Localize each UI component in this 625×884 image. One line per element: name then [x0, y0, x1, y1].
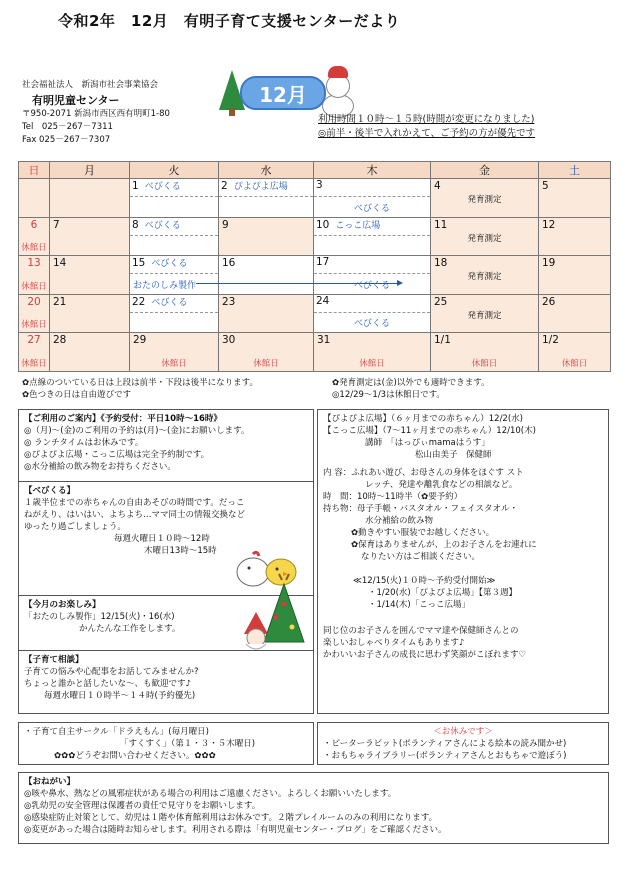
- note-4: ◎12/29～1/3は休館日です。: [332, 390, 445, 400]
- time-line: 時 間：10時～11時半（✿要予約）: [323, 492, 463, 502]
- consult-section: [18, 650, 314, 714]
- request-title: 【おねがい】: [24, 777, 76, 787]
- guide-line: ◎水分補給の飲み物をお持ちください。: [24, 462, 176, 472]
- hours-line-1: 利用時間１０時～１５時(時間が変更になりました): [318, 114, 535, 125]
- day-cell: [431, 333, 539, 372]
- day-cell: [219, 256, 314, 295]
- content-line: レッチ、発達や離乳食などの相談など。: [365, 480, 518, 490]
- rest-line: ・おもちゃライブラリー(ボランティアさんとおもちゃで遊ぼう): [323, 751, 567, 761]
- day-cell: [314, 256, 431, 295]
- circle-line: ・子育て自主サークル「ドラえもん」(毎月曜日): [24, 727, 209, 737]
- consult-line: ちょっと誰かと話したいな～、も歓迎です♪: [24, 679, 191, 689]
- day-cell: [130, 179, 219, 218]
- message-line: 楽しいおしゃべりタイムもあります♪: [323, 638, 465, 648]
- day-cell: [539, 333, 611, 372]
- day-cell: [539, 256, 611, 295]
- header-wed: 水: [219, 162, 314, 179]
- day-cell: [19, 256, 50, 295]
- day-number: 6: [30, 218, 38, 231]
- day-number: 16: [222, 257, 236, 269]
- note-3: ✿発育測定は(金)以外でも適時できます。: [332, 378, 490, 388]
- day-cell: [219, 333, 314, 372]
- day-number: 1: [132, 180, 139, 192]
- day-cell: [19, 333, 50, 372]
- day-cell: [50, 333, 130, 372]
- day-number: 2: [221, 180, 228, 192]
- next-date-line: ・1/20(水)「ぴよぴよ広場」【第３週】: [368, 588, 517, 598]
- org-name: 有明児童センター: [32, 94, 120, 107]
- day-number: 21: [53, 295, 67, 308]
- header-tue: 火: [130, 162, 219, 179]
- header-thu: 木: [314, 162, 431, 179]
- day-cell: [219, 217, 314, 256]
- consult-line: 毎週水曜日１０時半～１４時(予約優先): [44, 691, 196, 701]
- closed-label: 休館日: [561, 358, 588, 369]
- day-number: 9: [222, 218, 229, 231]
- bebikuru-line: １歳半位までの赤ちゃんの自由あそびの時間です。だっこ: [24, 498, 245, 508]
- consult-line: 子育ての悩みや心配事をお話してみませんか?: [24, 667, 199, 677]
- next-date-line: ・1/14(木)「こっこ広場」: [368, 600, 471, 610]
- rest-line: ・ピーターラビット(ボランティアさんによる絵本の読み聞かせ): [323, 739, 567, 749]
- bring-line: 水分補給の飲み物: [365, 516, 434, 526]
- day-cell: [431, 294, 539, 333]
- request-line: ◎感染症防止対策として、幼児は１階や体育館利用はお休みです。２階プレイルームのみの利用になります。: [24, 813, 438, 823]
- org-fax: Fax 025－267－7307: [22, 135, 111, 145]
- bebikuru-line: ねがえり、はいはい、よちよち…ママ同士の情報交換など: [24, 510, 246, 520]
- day-cell: [539, 294, 611, 333]
- day-cell: [314, 294, 431, 333]
- closed-label: 休館日: [161, 358, 187, 369]
- day-cell: [219, 294, 314, 333]
- day-cell: [314, 333, 431, 372]
- day-cell: [50, 256, 130, 295]
- day-number: 25: [434, 295, 448, 308]
- header-sat: 土: [539, 162, 611, 179]
- event-label: 発育測定: [467, 233, 502, 244]
- day-cell: [431, 217, 539, 256]
- lecturer-line: 講師 「はっぴぃmamaはうす」: [365, 438, 490, 448]
- day-number: 11: [434, 218, 448, 231]
- day-cell: [431, 256, 539, 295]
- day-number: 8: [132, 218, 139, 231]
- calendar-week: [19, 217, 611, 256]
- event-label: べびくる: [353, 319, 390, 329]
- day-number: 13: [27, 257, 41, 269]
- event-label: こっこ広場: [335, 220, 381, 231]
- day-number: 3: [316, 179, 323, 191]
- day-cell: [130, 256, 219, 295]
- event-label: 発育測定: [467, 272, 502, 282]
- event-label: べびくる: [144, 182, 181, 192]
- rest-section: [317, 722, 609, 765]
- header-fri: 金: [431, 162, 539, 179]
- day-number: 30: [222, 334, 236, 346]
- note-line: ✿動きやすい服装でお越しください。: [351, 528, 495, 538]
- closed-label: 休館日: [253, 358, 279, 369]
- day-number: 17: [316, 256, 330, 268]
- day-cell: [50, 179, 130, 218]
- calendar-week: [19, 179, 611, 218]
- bring-line: 持ち物：母子手帳・バスタオル・フェイスタオル・: [323, 504, 518, 514]
- day-number: 20: [27, 295, 41, 308]
- request-line: ◎咳や鼻水、熱などの風邪症状がある場合の利用はご遠慮ください。よろしくお願いいたします。: [24, 789, 397, 799]
- request-line: ◎乳幼児の安全管理は保護者の責任で見守りをお願いします。: [24, 801, 261, 811]
- day-cell: [19, 294, 50, 333]
- closed-label: 休館日: [359, 358, 385, 369]
- guide-line: ◎ぴよぴよ広場・こっこ広場は完全予約制です。: [24, 450, 210, 460]
- day-cell: [314, 217, 431, 256]
- day-number: 10: [316, 218, 330, 231]
- day-number: 19: [542, 257, 556, 269]
- note-line: ✿保育はありませんが、上のお子さんをお連れに: [351, 540, 537, 550]
- day-cell: [431, 179, 539, 218]
- closed-label: 休館日: [21, 358, 47, 369]
- event-label: べびくる: [151, 297, 188, 308]
- bebikuru-schedule-1: 毎週火曜日１０時～12時: [114, 534, 210, 544]
- piyo-kokko-section: [317, 409, 609, 714]
- note-2: ✿色つきの日は自由遊びです: [22, 390, 132, 400]
- day-number: 15: [132, 257, 146, 269]
- kokko-line: 【こっこ広場】（7～11ヶ月までの赤ちゃん）12/10(木): [323, 426, 536, 436]
- bebikuru-title: 【べびくる】: [24, 486, 76, 496]
- closed-label: 休館日: [21, 243, 47, 253]
- day-cell: [314, 179, 431, 218]
- content-line: 内 容：ふれあい遊び、お母さんの身体をほぐす スト: [323, 468, 524, 478]
- org-corp: 社会福祉法人 新潟市社会事業協会: [22, 80, 159, 90]
- day-cell: [130, 217, 219, 256]
- calendar-week: [19, 333, 611, 372]
- day-number: 4: [434, 180, 441, 192]
- reservation-line: ≪12/15(火)１０時～予約受付開始≫: [353, 576, 496, 586]
- consult-title: 【子育て相談】: [24, 655, 84, 665]
- calendar-notes: [22, 377, 612, 401]
- closed-label: 休館日: [21, 281, 47, 292]
- day-cell: [130, 333, 219, 372]
- bebikuru-line: ゆったり過ごしましょう。: [24, 522, 126, 532]
- event-label: 発育測定: [467, 310, 502, 321]
- bebikuru-schedule-2: 木曜日13時～15時: [144, 546, 217, 556]
- message-line: かわいいお子さんの成長に思わず笑顔がこぼれます♡: [323, 650, 527, 660]
- fun-line: 「おたのしみ製作」12/15(火)・16(水): [24, 612, 175, 622]
- day-number: 18: [434, 257, 448, 269]
- day-number: 7: [53, 218, 60, 231]
- piyo-line: 【ぴよぴよ広場】（６ヶ月までの赤ちゃん）12/2(水): [323, 414, 523, 424]
- closed-label: 休館日: [21, 320, 47, 330]
- page-title: 令和2年 12月 有明子育て支援センターだより: [58, 12, 401, 30]
- message-line: 同じ位のお子さんを囲んでママ達や保健師さんとの: [323, 626, 519, 636]
- day-number: 5: [542, 180, 549, 192]
- day-number: 22: [132, 295, 146, 308]
- calendar: [18, 161, 611, 372]
- event-label: 発育測定: [467, 195, 502, 205]
- day-number: 29: [133, 334, 147, 346]
- circle-section: [18, 722, 314, 765]
- calendar-week: [19, 294, 611, 333]
- fun-line: かんたんな工作をします。: [79, 624, 181, 634]
- day-number: 1/1: [434, 334, 451, 346]
- guide-line: ◎ ランチタイムはお休みです。: [24, 438, 144, 448]
- day-cell: [219, 179, 314, 218]
- event-label: べびくる: [151, 259, 188, 269]
- day-cell: [539, 179, 611, 218]
- lecturer-name: 松山由美子 保健師: [415, 450, 492, 460]
- rest-title: ＜お休みです＞: [433, 727, 493, 737]
- day-cell: [19, 217, 50, 256]
- event-label: べびくる: [353, 280, 390, 291]
- request-line: ◎変更があった場合は随時お知らせします。利用される際は「有明児童センター・ブログ」をご確認ください。: [24, 825, 447, 835]
- event-label: ぴよぴよ広場: [233, 182, 288, 192]
- day-cell: [50, 217, 130, 256]
- day-cell: [539, 217, 611, 256]
- calendar-header: [19, 162, 611, 179]
- event-label: べびくる: [144, 220, 181, 231]
- day-number: 12: [542, 218, 556, 231]
- day-number: 28: [53, 334, 67, 346]
- header-sun: 日: [19, 162, 50, 179]
- day-cell: [50, 294, 130, 333]
- day-cell: [130, 294, 219, 333]
- org-tel: Tel 025－267－7311: [22, 122, 113, 132]
- day-number: 31: [317, 334, 331, 346]
- day-cell: [19, 179, 50, 218]
- hours-line-2: ◎前半・後半で入れかえて、ご予約の方が優先です: [318, 128, 536, 139]
- event-label: べびくる: [353, 203, 390, 214]
- guide-title: 【ご利用のご案内】《予約受付：平日10時～16時》: [24, 414, 222, 424]
- month-badge: 12月: [240, 76, 326, 110]
- note-line: なりたい方はご相談ください。: [361, 552, 481, 562]
- fun-title: 【今月のお楽しみ】: [24, 600, 101, 610]
- day-number: 24: [316, 294, 330, 307]
- snowman-hat: [328, 66, 348, 78]
- org-address: 〒950-2071 新潟市西区西有明町1-80: [22, 109, 170, 119]
- organization-info: [22, 79, 170, 147]
- calendar-week: [19, 256, 611, 295]
- request-section: [18, 772, 609, 844]
- closed-label: 休館日: [471, 358, 498, 369]
- day-number: 27: [27, 334, 41, 346]
- circle-line: ✿✿✿どうぞお問い合わせください。✿✿✿: [54, 751, 216, 761]
- tree-trunk: [229, 108, 235, 116]
- circle-line: 「すくすく」（第１・３・５木曜日): [120, 739, 256, 749]
- note-1: ✿点線のついている日は上段は前半・下段は後半になります。: [22, 378, 258, 388]
- event-label: おたのしみ製作: [133, 280, 197, 291]
- header-mon: 月: [50, 162, 130, 179]
- hours-info: [318, 113, 535, 141]
- guide-line: ◎（月)～(金)のご利用の予約は(月)～(金)にお願いします。: [24, 426, 250, 436]
- day-number: 26: [542, 295, 556, 308]
- day-number: 14: [53, 257, 67, 269]
- day-number: 23: [222, 295, 236, 308]
- day-number: 1/2: [542, 334, 559, 346]
